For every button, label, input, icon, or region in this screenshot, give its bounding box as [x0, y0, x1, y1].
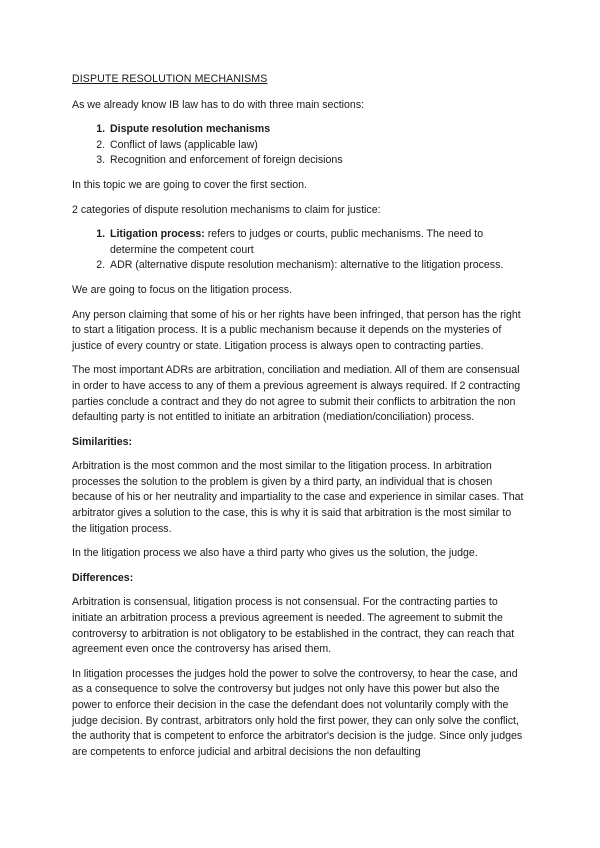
category-term: Litigation process:: [110, 228, 205, 241]
differences-paragraph-2: In litigation processes the judges hold the power to solve the controversy, to hear the case, and as a consequence to solve the controversy but judges not only have this power but also the power to enforce their decision in the case the defendant does not voluntarily comply with the judge decision. By contrast, arbitrators only hold the first power, they can only solve the conflict, the authority that is competent to enforce the arbitrator's decision is the judge. Since only judges are competents to enforce judicial and arbitral decisions the non defaulting: [72, 667, 523, 758]
category-text: refers to judges or courts, public mechanisms. The need to determine the competent court: [110, 228, 484, 256]
document-body: [72, 72, 528, 769]
differences-heading: Differences:: [72, 571, 134, 584]
categories-list: [72, 227, 528, 274]
sections-list: [72, 122, 528, 169]
document-title: DISPUTE RESOLUTION MECHANISMS: [72, 73, 268, 85]
similarities-paragraph-2: In the litigation process we also have a third party who gives us the solution, the judge.: [72, 547, 478, 560]
categories-intro-paragraph: 2 categories of dispute resolution mechanisms to claim for justice:: [72, 203, 381, 216]
list-item: 2. Conflict of laws (applicable law): [108, 138, 528, 154]
topic-paragraph: In this topic we are going to cover the first section.: [72, 178, 307, 191]
focus-paragraph: We are going to focus on the litigation process.: [72, 283, 293, 296]
adrs-paragraph: The most important ADRs are arbitration, conciliation and mediation. All of them are consensual in order to have access to any of them a previous agreement is always required. If 2 contracting parties conclude a contract and they do not agree to submit their conflicts to arbitration the non defaulting party is not entitled to initiate an arbitration (mediation/conciliation) process.: [72, 364, 521, 424]
list-item: 3. Recognition and enforcement of foreign decisions: [108, 153, 528, 169]
differences-paragraph-1: Arbitration is consensual, litigation process is not consensual. For the contracting parties to initiate an arbitration process a previous agreement is needed. The agreement to submit the controversy to arbitration is not obligatory to be established in the contract, they can reach that agreement even once the controversy has arised them.: [72, 596, 515, 656]
similarities-heading: Similarities:: [72, 435, 133, 448]
similarities-paragraph-1: Arbitration is the most common and the most similar to the litigation process. In arbitration processes the solution to the problem is given by a third party, an individual that is chosen because of his or her neutrality and impartiality to the case and experience in similar cases. That arbitrator gives a solution to the case, this is why it is said that arbitration is the most similar to the litigation process.: [72, 460, 524, 535]
list-item: 1. Dispute resolution mechanisms: [108, 122, 528, 138]
list-item: [108, 227, 528, 258]
litigation-paragraph: Any person claiming that some of his or her rights have been infringed, that person has the right to start a litigation process. It is a public mechanism because it depends on the mysteries of justice of every country or state. Litigation process is always open to contracting parties.: [72, 308, 521, 352]
category-text: ADR (alternative dispute resolution mechanism): alternative to the litigation process.: [110, 259, 504, 272]
list-item: [108, 258, 528, 274]
intro-paragraph: As we already know IB law has to do with three main sections:: [72, 98, 365, 111]
